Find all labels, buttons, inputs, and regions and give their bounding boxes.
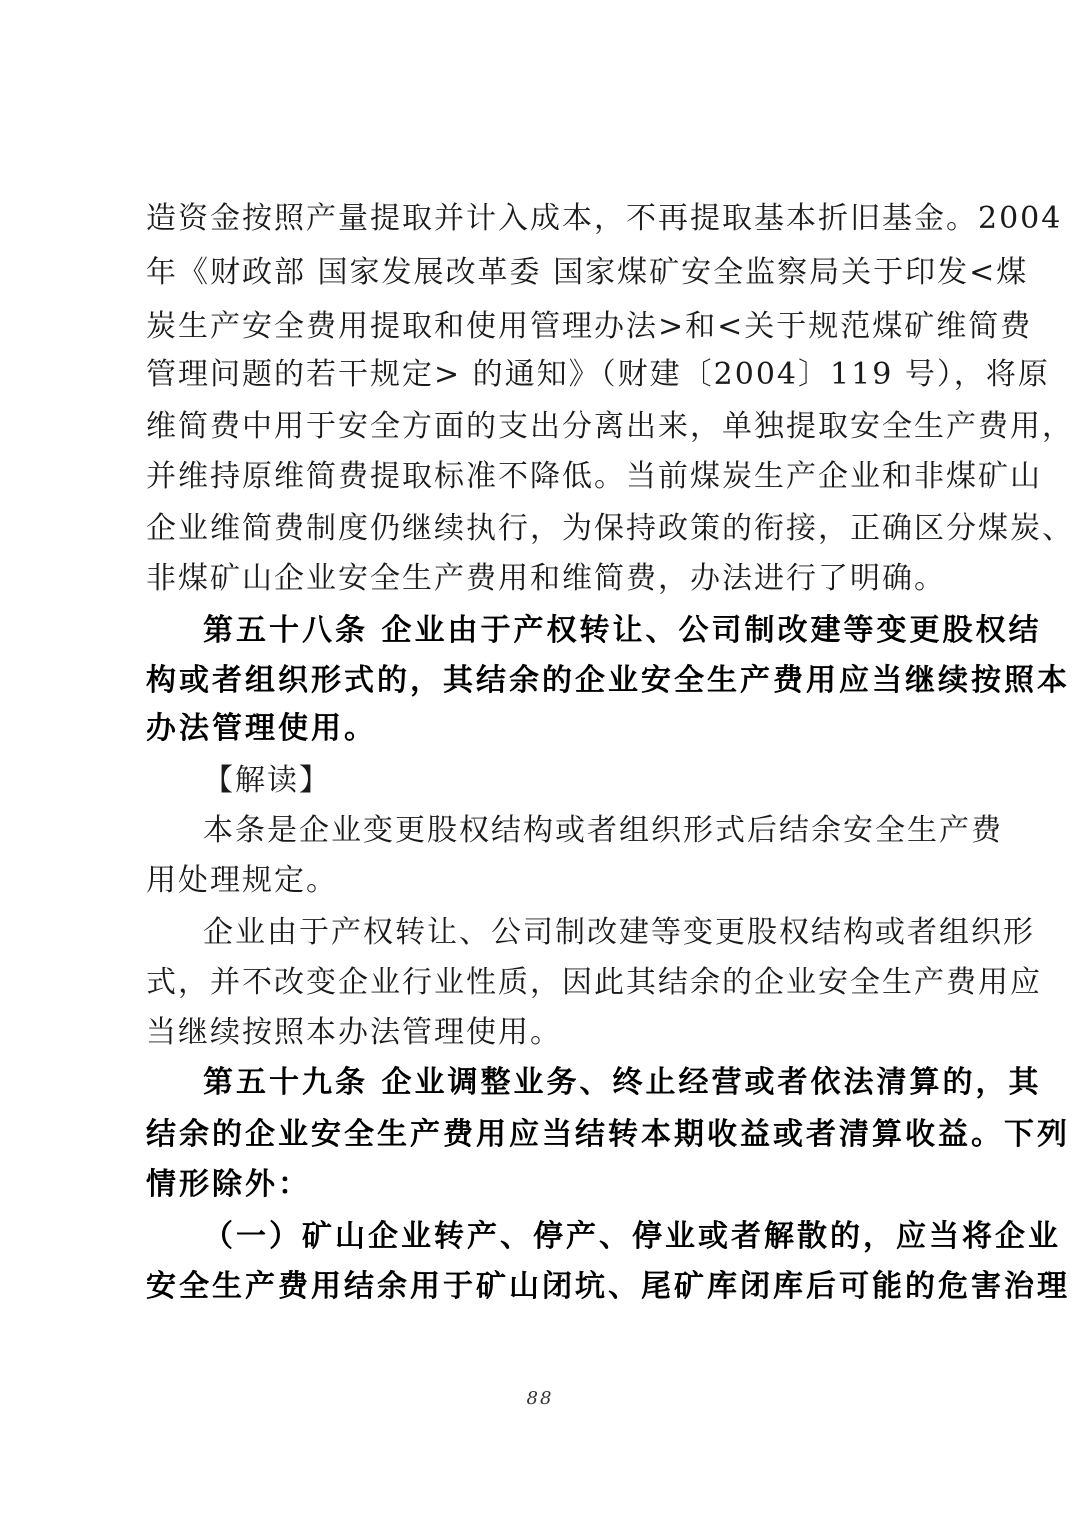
- article-59-heading: 第五十九条 企业调整业务、终止经营或者依法清算的，其: [203, 1065, 1042, 1100]
- text-line-6: 并维持原维简费提取标准不降低。当前煤炭生产企业和非煤矿山: [146, 459, 1042, 494]
- text-line-4: 管理问题的若干规定> 的通知》（财建〔2004〕119 号），将原: [146, 357, 1050, 392]
- interpretation-line-5: 当继续按照本办法管理使用。: [146, 1015, 562, 1050]
- article-58-line-2: 构或者组织形式的，其结余的企业安全生产费用应当继续按照本: [146, 663, 1070, 698]
- text-line-2: 年《财政部 国家发展改革委 国家煤矿安全监察局关于印发<煤: [146, 255, 1029, 290]
- interpretation-line-2: 用处理规定。: [146, 863, 338, 898]
- article-58-line-3: 办法管理使用。: [146, 711, 377, 746]
- interpretation-label: 【解读】: [203, 763, 331, 798]
- interpretation-line-3: 企业由于产权转让、公司制改建等变更股权结构或者组织形: [203, 915, 1035, 950]
- text-line-3: 炭生产安全费用提取和使用管理办法>和<关于规范煤矿维简费: [146, 309, 1033, 344]
- text-line-1: 造资金按照产量提取并计入成本，不再提取基本折旧基金。2004: [146, 201, 1063, 236]
- interpretation-line-1: 本条是企业变更股权结构或者组织形式后结余安全生产费: [203, 813, 1003, 848]
- page-number: 88: [526, 1388, 554, 1409]
- text-line-8: 非煤矿山企业安全生产费用和维简费，办法进行了明确。: [146, 561, 946, 596]
- article-59-item-1-cont: 安全生产费用结余用于矿山闭坑、尾矿库闭库后可能的危害治理: [146, 1269, 1070, 1304]
- article-59-line-2: 结余的企业安全生产费用应当结转本期收益或者清算收益。下列: [146, 1117, 1070, 1152]
- article-59-line-3: 情形除外：: [146, 1167, 311, 1202]
- text-line-5: 维简费中用于安全方面的支出分离出来，单独提取安全生产费用，: [146, 409, 1074, 444]
- article-59-item-1: （一）矿山企业转产、停产、停业或者解散的，应当将企业: [203, 1219, 1061, 1254]
- article-58-heading: 第五十八条 企业由于产权转让、公司制改建等变更股权结: [203, 613, 1042, 648]
- interpretation-line-4: 式，并不改变企业行业性质，因此其结余的企业安全生产费用应: [146, 965, 1042, 1000]
- text-line-7: 企业维简费制度仍继续执行，为保持政策的衔接，正确区分煤炭、: [146, 511, 1074, 546]
